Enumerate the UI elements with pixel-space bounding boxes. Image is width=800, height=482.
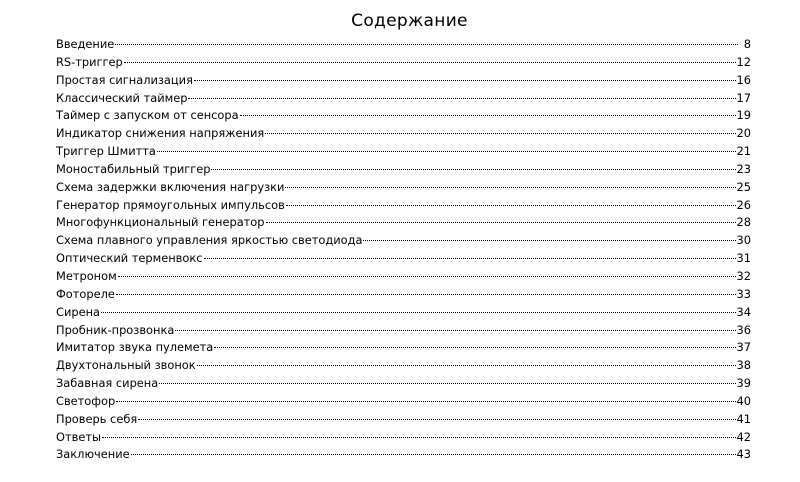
toc-entry-page-number: 34 xyxy=(736,304,751,319)
toc-entry-page-number: 40 xyxy=(736,393,751,408)
toc-entry-label: Ответы xyxy=(56,429,101,444)
dot-leader xyxy=(116,401,735,402)
toc-entry-page-number: 32 xyxy=(736,268,751,283)
dot-leader xyxy=(214,347,735,348)
dot-leader xyxy=(265,133,735,134)
toc-entry xyxy=(56,268,751,286)
toc-entry-label: Простая сигнализация xyxy=(56,72,193,87)
toc-entry-label: Фотореле xyxy=(56,286,115,301)
toc-entry-label: Двухтональный звонок xyxy=(56,358,196,373)
toc-entry xyxy=(56,429,751,447)
toc-list xyxy=(56,36,751,464)
dot-leader xyxy=(118,276,736,277)
toc-entry-page-number: 33 xyxy=(736,286,751,301)
toc-entry xyxy=(56,214,751,232)
toc-entry-label: RS-триггер xyxy=(56,54,123,69)
dot-leader xyxy=(285,187,735,188)
toc-entry xyxy=(56,90,751,108)
toc-entry-page-number: 8 xyxy=(743,37,751,51)
toc-entry-label: Метроном xyxy=(56,268,117,283)
dot-leader xyxy=(204,258,736,259)
dot-leader xyxy=(286,205,736,206)
toc-entry-page-number: 41 xyxy=(736,411,751,426)
toc-entry-page-number: 21 xyxy=(736,144,751,159)
dot-leader xyxy=(131,454,736,455)
table-of-contents xyxy=(56,8,751,464)
toc-entry-page-number: 20 xyxy=(736,126,751,141)
toc-entry-page-number: 38 xyxy=(736,358,751,373)
toc-entry-label: Моностабильный триггер xyxy=(56,161,211,176)
toc-entry-page-number: 30 xyxy=(736,233,751,248)
toc-entry-label: Триггер Шмитта xyxy=(56,144,156,159)
toc-entry-page-number: 37 xyxy=(736,340,751,355)
toc-entry-label: Светофор xyxy=(56,393,116,408)
toc-entry xyxy=(56,197,751,215)
dot-leader xyxy=(175,330,735,331)
toc-entry-page-number: 39 xyxy=(736,376,751,391)
toc-entry xyxy=(56,72,751,90)
toc-entry-label: Заключение xyxy=(56,447,130,462)
dot-leader xyxy=(102,437,736,438)
toc-entry xyxy=(56,107,751,125)
toc-entry-label: Введение xyxy=(56,37,115,51)
toc-entry-label: Забавная сирена xyxy=(56,376,159,391)
dot-leader xyxy=(188,98,735,99)
toc-entry-page-number: 19 xyxy=(736,108,751,123)
dot-leader xyxy=(115,44,738,45)
toc-entry-label: Схема задержки включения нагрузки xyxy=(56,179,285,194)
toc-entry xyxy=(56,54,751,72)
toc-entry-page-number: 16 xyxy=(736,72,751,87)
toc-entry-page-number: 17 xyxy=(736,90,751,105)
toc-entry xyxy=(56,304,751,322)
dot-leader xyxy=(194,80,736,81)
toc-entry xyxy=(56,232,751,250)
toc-entry xyxy=(56,393,751,411)
toc-entry-page-number: 23 xyxy=(736,161,751,176)
toc-entry-page-number: 31 xyxy=(736,251,751,266)
toc-entry xyxy=(56,286,751,304)
toc-entry-label: Индикатор снижения напряжения xyxy=(56,126,265,141)
toc-entry xyxy=(56,339,751,357)
toc-entry-label: Схема плавного управления яркостью светодиода xyxy=(56,233,363,248)
toc-entry-page-number: 12 xyxy=(736,54,751,69)
toc-entry-label: Проверь себя xyxy=(56,411,138,426)
toc-entry xyxy=(56,322,751,340)
dot-leader xyxy=(240,115,736,116)
toc-entry-page-number: 26 xyxy=(736,197,751,212)
toc-entry-label: Генератор прямоугольных импульсов xyxy=(56,197,285,212)
dot-leader xyxy=(116,294,736,295)
dot-leader xyxy=(363,240,735,241)
dot-leader xyxy=(266,222,736,223)
toc-entry-page-number: 42 xyxy=(736,429,751,444)
toc-entry xyxy=(56,125,751,143)
dot-leader xyxy=(197,365,736,366)
toc-entry-label: Имитатор звука пулемета xyxy=(56,340,214,355)
dot-leader xyxy=(157,151,736,152)
toc-entry xyxy=(56,179,751,197)
toc-entry xyxy=(56,446,751,464)
dot-leader xyxy=(124,62,736,63)
toc-entry-label: Классический таймер xyxy=(56,90,188,105)
dot-leader xyxy=(138,419,735,420)
toc-entry-page-number: 25 xyxy=(736,179,751,194)
toc-entry xyxy=(56,143,751,161)
toc-entry-page-number: 28 xyxy=(736,215,751,230)
toc-entry-label: Пробник-прозвонка xyxy=(56,322,175,337)
toc-entry-page-number: 36 xyxy=(736,322,751,337)
toc-entry xyxy=(56,357,751,375)
toc-entry-label: Оптический терменвокс xyxy=(56,251,203,266)
toc-entry xyxy=(56,161,751,179)
toc-entry-label: Многофункциональный генератор xyxy=(56,215,265,230)
toc-entry xyxy=(56,411,751,429)
page-title: Содержание xyxy=(351,11,468,31)
toc-entry-label: Сирена xyxy=(56,304,101,319)
toc-entry-label: Таймер с запуском от сенсора xyxy=(56,108,239,123)
toc-entry xyxy=(56,36,751,54)
toc-entry xyxy=(56,250,751,268)
toc-entry xyxy=(56,375,751,393)
dot-leader xyxy=(211,169,735,170)
dot-leader xyxy=(159,383,735,384)
dot-leader xyxy=(101,312,735,313)
toc-entry-page-number: 43 xyxy=(736,447,751,462)
